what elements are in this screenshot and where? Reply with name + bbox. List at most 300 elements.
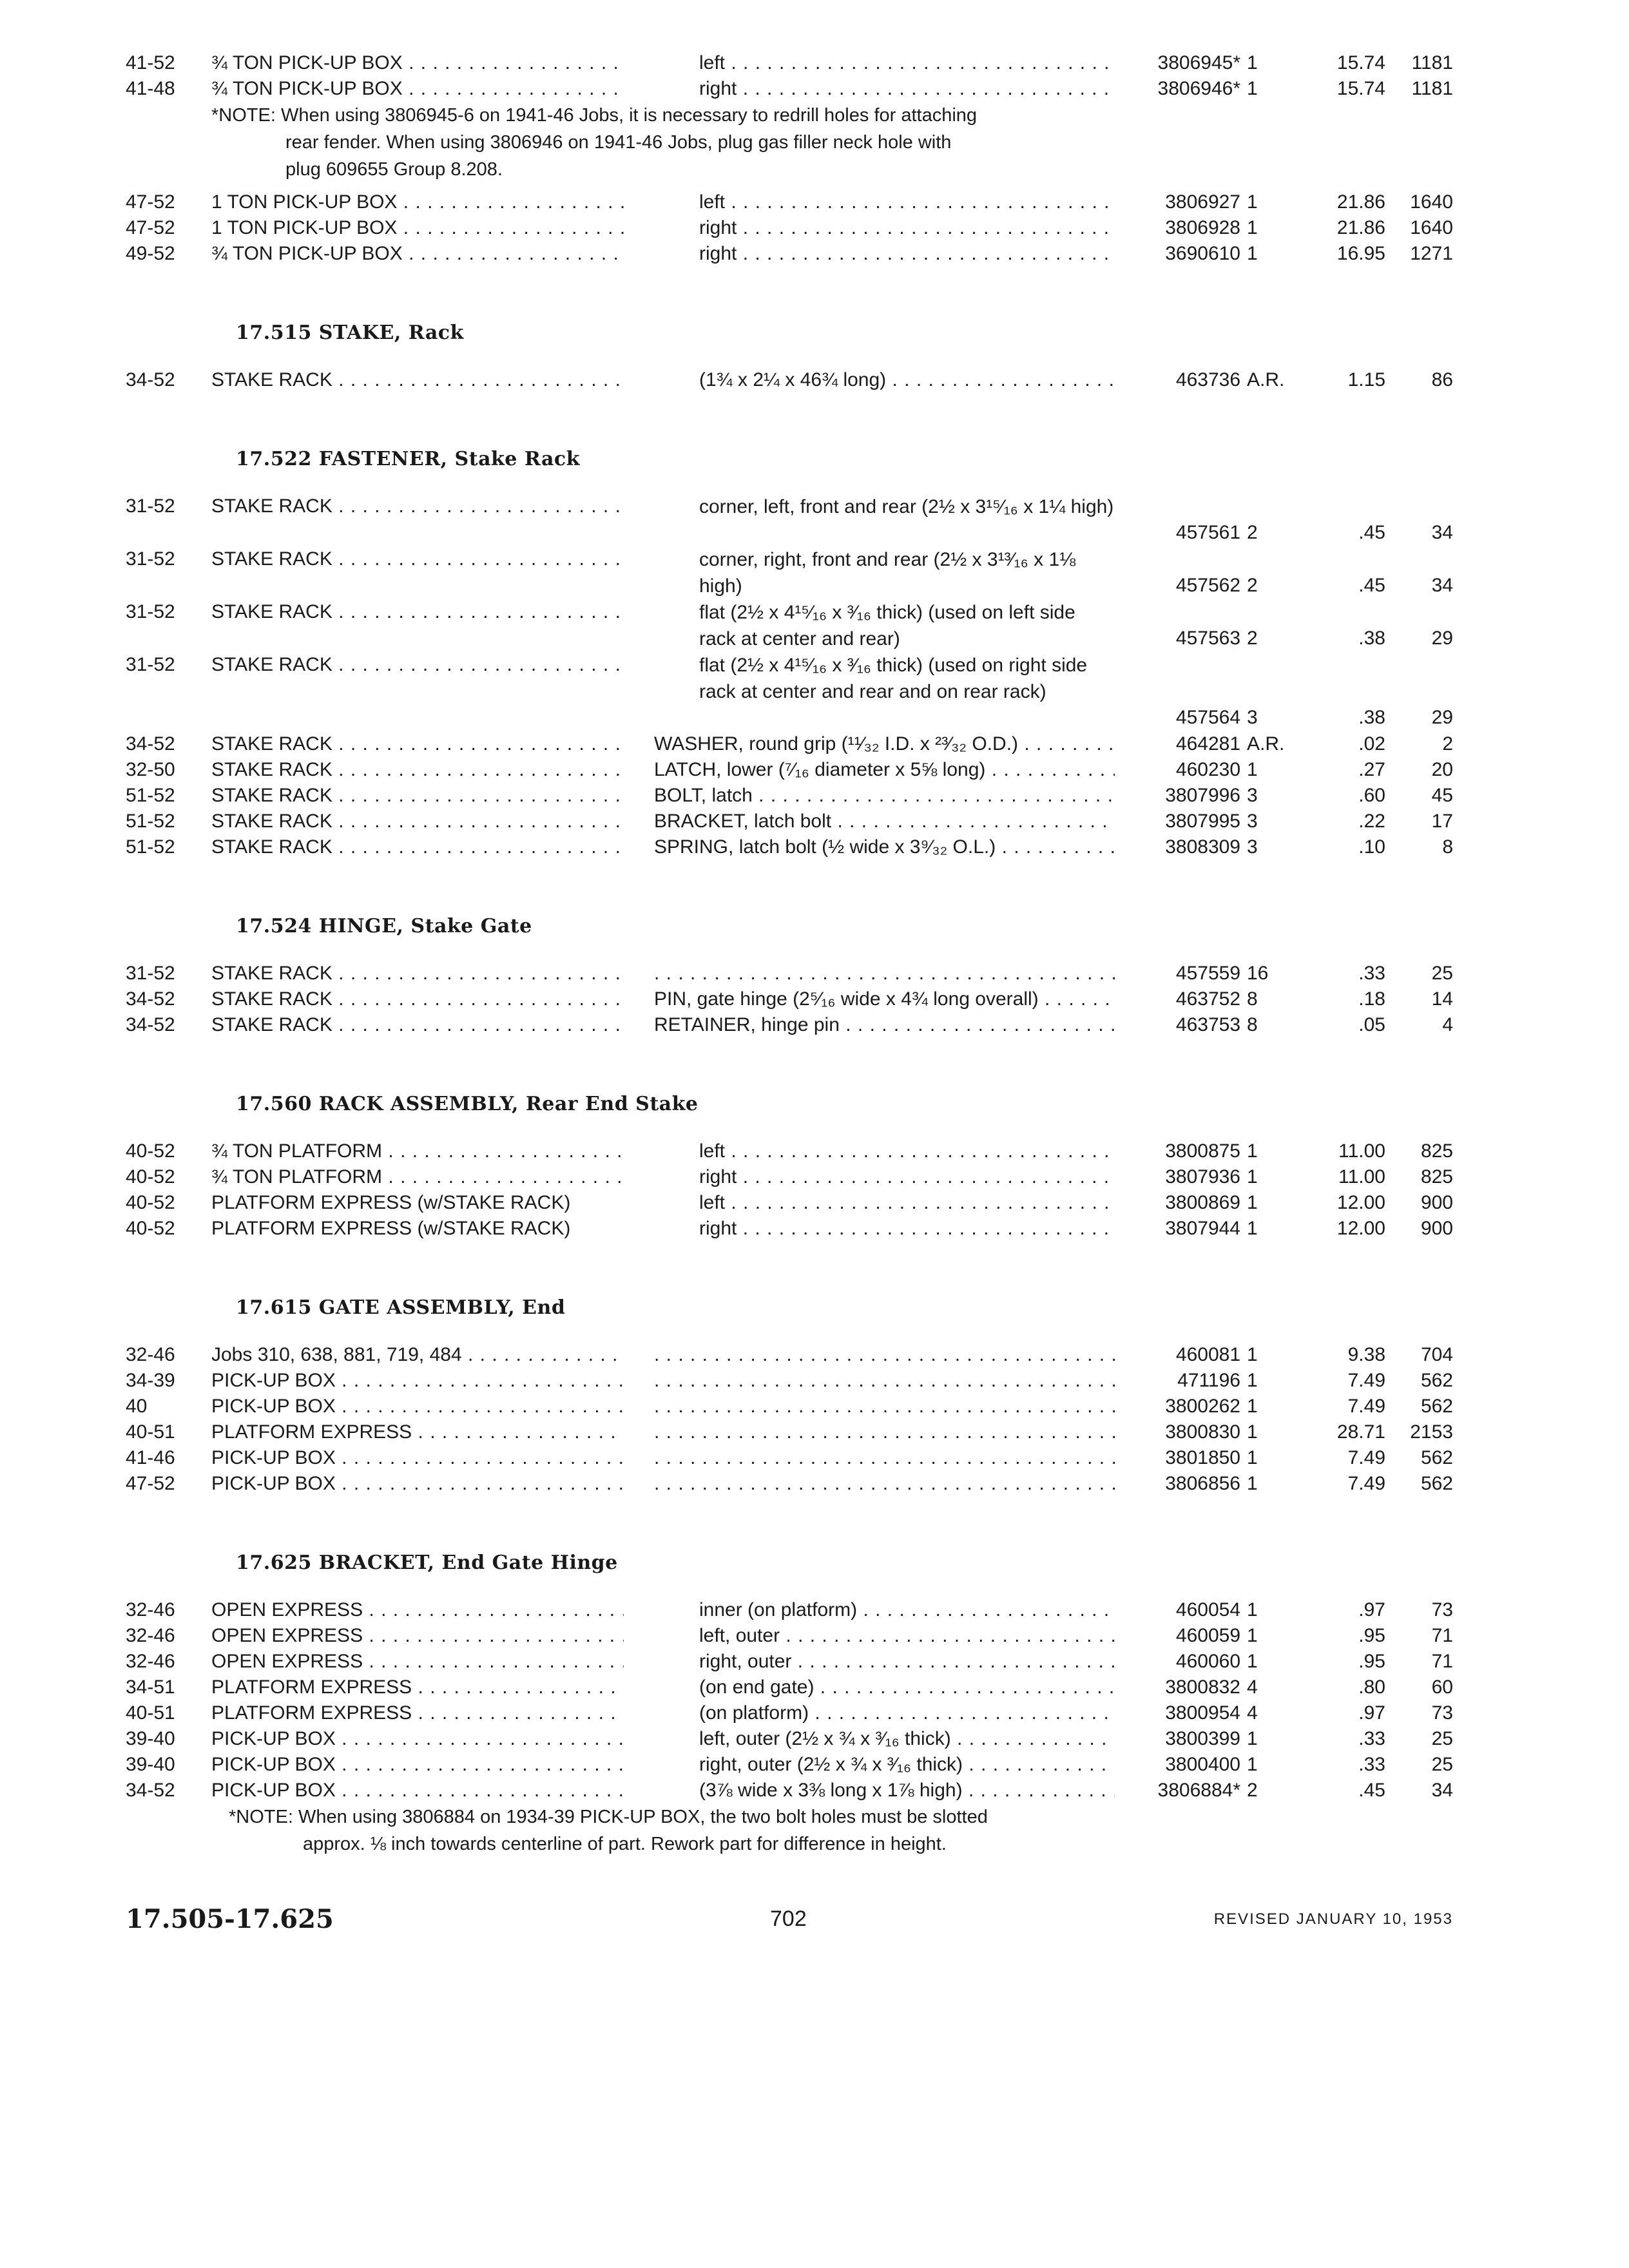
price-cell: .97 [1358,1599,1385,1620]
name-cell: 1 TON PICK-UP BOX . . . [211,215,624,241]
years-cell: 31-52 [126,601,175,622]
name-cell: PICK-UP BOX . . . [211,1368,624,1394]
name-cell: PICK-UP BOX . . . [211,1471,624,1497]
name-cell: PICK-UP BOX . . . [211,1394,624,1419]
name-cell: ¾ TON PICK-UP BOX . . . [211,50,624,76]
table-row [0,1700,1629,1726]
part-number-cell: 471196 [1177,1370,1240,1391]
name-cell: PICK-UP BOX . . . [211,1752,624,1778]
table-row [0,1419,1629,1445]
desc-cell: left . . . [699,1139,1115,1164]
code-cell: 2153 [1410,1421,1453,1443]
footnote [211,102,1126,183]
part-number-cell: 460081 [1175,1344,1240,1365]
footnote-line: plug 609655 Group 8.208. [285,159,503,180]
part-number-cell: 3806945* [1157,52,1240,73]
years-cell: 51-52 [126,811,175,832]
desc-cell [654,961,1115,986]
name-cell: PICK-UP BOX . . . [211,1726,624,1752]
desc-cell [654,1394,1115,1419]
years-cell: 40 [126,1396,148,1417]
part-number-cell: 3807995 [1165,811,1240,832]
name-cell: PICK-UP BOX . . . [211,1778,624,1803]
section-17-615 [0,1292,1629,1497]
qty-cell: A.R. [1247,733,1285,754]
name-cell: STAKE RACK . . . [211,652,624,678]
price-cell: 7.49 [1347,1396,1385,1417]
table-row [0,76,1629,102]
table-row [0,809,1629,834]
name-cell: STAKE RACK . . . [211,494,624,519]
qty-cell: 1 [1247,1473,1258,1494]
qty-cell: 1 [1247,217,1258,238]
code-cell: 71 [1431,1625,1453,1646]
qty-cell: 1 [1247,1396,1258,1417]
price-cell: 7.49 [1347,1447,1385,1468]
qty-cell: 1 [1247,191,1258,213]
years-cell: 34-51 [126,1677,175,1698]
section-range: 17.505-17.625 [126,1904,334,1934]
part-number-cell: 3806927 [1165,191,1240,213]
code-cell: 20 [1431,759,1453,780]
desc-cell: BRACKET, latch bolt . . . [654,809,1115,834]
years-cell: 40-51 [126,1702,175,1724]
desc-cell: (on end gate) . . . [699,1675,1115,1700]
price-cell: .05 [1358,1014,1385,1035]
table-row [0,1164,1629,1190]
years-cell: 39-40 [126,1728,175,1749]
price-cell: .95 [1358,1625,1385,1646]
desc-cell [654,1419,1115,1445]
years-cell: 31-52 [126,654,175,675]
page-number: 702 [770,1907,807,1931]
code-cell: 86 [1431,369,1453,390]
qty-cell: 2 [1247,1780,1258,1801]
code-cell: 900 [1420,1218,1453,1239]
name-cell: ¾ TON PLATFORM . . . [211,1139,624,1164]
desc-cell: left, outer (2½ x ¾ x ³⁄₁₆ thick) . . . [699,1726,1115,1752]
qty-cell: 1 [1247,1344,1258,1365]
qty-cell: 2 [1247,522,1258,543]
desc-cell: left . . . [699,1190,1115,1216]
years-cell: 31-52 [126,548,175,570]
qty-cell: 1 [1247,78,1258,99]
code-cell: 45 [1431,785,1453,806]
price-cell: .45 [1358,522,1385,543]
qty-cell: 1 [1247,1651,1258,1672]
code-cell: 17 [1431,811,1453,832]
price-cell: 7.49 [1347,1473,1385,1494]
price-cell: 12.00 [1336,1192,1385,1213]
years-cell: 51-52 [126,785,175,806]
desc-cell: right . . . [699,76,1115,102]
code-cell: 34 [1431,575,1453,596]
table-row [0,1445,1629,1471]
code-cell: 25 [1431,1754,1453,1775]
table-row [0,1216,1629,1242]
code-cell: 34 [1431,1780,1453,1801]
code-cell: 562 [1420,1396,1453,1417]
part-number-cell: 3806946* [1157,78,1240,99]
table-row [0,241,1629,267]
name-cell: STAKE RACK . . . [211,599,624,625]
desc-cell: left . . . [699,50,1115,76]
name-cell: STAKE RACK . . . [211,783,624,809]
price-cell: .33 [1358,1728,1385,1749]
part-number-cell: 3800399 [1165,1728,1240,1749]
code-cell: 2 [1442,733,1453,754]
price-cell: .45 [1358,1780,1385,1801]
years-cell: 49-52 [126,243,175,264]
desc-cell: BOLT, latch . . . [654,783,1115,809]
name-cell: STAKE RACK . . . [211,731,624,757]
code-cell: 25 [1431,1728,1453,1749]
name-cell: STAKE RACK . . . [211,1012,624,1038]
table-row [0,783,1629,809]
table-row [0,1394,1629,1419]
name-cell: ¾ TON PICK-UP BOX . . . [211,241,624,267]
qty-cell: 1 [1247,1218,1258,1239]
name-cell: STAKE RACK . . . [211,986,624,1012]
code-cell: 60 [1431,1677,1453,1698]
part-number-cell: 3800954 [1165,1702,1240,1724]
name-cell: OPEN EXPRESS . . . [211,1649,624,1675]
name-cell: OPEN EXPRESS . . . [211,1597,624,1623]
years-cell: 40-52 [126,1166,175,1187]
table-row [0,731,1629,757]
name-cell: PLATFORM EXPRESS (w/STAKE RACK) [211,1218,571,1239]
desc-cell: LATCH, lower (⁷⁄₁₆ diameter x 5⅝ long) . . . [654,757,1115,783]
revision-date: REVISED JANUARY 10, 1953 [1213,1910,1453,1928]
part-number-cell: 3806856 [1165,1473,1240,1494]
code-cell: 25 [1431,963,1453,984]
years-cell: 32-46 [126,1599,175,1620]
qty-cell: 3 [1247,707,1258,728]
footnote [229,1803,1144,1858]
years-cell: 34-52 [126,988,175,1010]
desc-cell: right, outer (2½ x ¾ x ³⁄₁₆ thick) . . . [699,1752,1115,1778]
table-row [0,50,1629,76]
footnote-line: rear fender. When using 3806946 on 1941-46 Jobs, plug gas filler neck hole with [285,132,952,153]
desc-cell: PIN, gate hinge (2⁵⁄₁₆ wide x 4¾ long overall) . . . [654,986,1115,1012]
part-number-cell: 3808309 [1165,836,1240,858]
section-heading: 17.515 STAKE, Rack [236,322,464,344]
section-17-515 [0,317,1629,393]
table-row [0,1471,1629,1497]
name-cell: Jobs 310, 638, 881, 719, 484 . . . [211,1342,624,1368]
part-number-cell: 460059 [1175,1625,1240,1646]
code-cell: 1181 [1411,78,1453,99]
years-cell: 32-46 [126,1651,175,1672]
section-17-522 [0,443,1629,860]
price-cell: .97 [1358,1702,1385,1724]
footnote-line: approx. ⅛ inch towards centerline of part. Rework part for difference in height. [303,1834,947,1854]
part-number-cell: 457564 [1175,707,1240,728]
price-cell: 15.74 [1336,52,1385,73]
years-cell: 32-46 [126,1625,175,1646]
price-cell: .95 [1358,1651,1385,1672]
section-heading: 17.524 HINGE, Stake Gate [236,915,532,937]
years-cell: 47-52 [126,191,175,213]
name-cell: PLATFORM EXPRESS . . . [211,1419,624,1445]
section-heading: 17.615 GATE ASSEMBLY, End [236,1296,566,1319]
years-cell: 34-52 [126,733,175,754]
price-cell: .33 [1358,963,1385,984]
price-cell: 15.74 [1336,78,1385,99]
years-cell: 40-52 [126,1192,175,1213]
desc-cell: (1¾ x 2¼ x 46¾ long) . . . [699,367,1115,393]
qty-cell: 3 [1247,836,1258,858]
price-cell: .80 [1358,1677,1385,1698]
table-row [0,1752,1629,1778]
years-cell: 41-48 [126,78,175,99]
qty-cell: 3 [1247,785,1258,806]
years-cell: 39-40 [126,1754,175,1775]
years-cell: 34-52 [126,369,175,390]
qty-cell: 16 [1247,963,1269,984]
section-pickup-box-top [0,50,1629,267]
table-row [0,834,1629,860]
price-cell: 11.00 [1338,1166,1385,1187]
name-cell: PLATFORM EXPRESS . . . [211,1675,624,1700]
desc-cell: right . . . [699,1216,1115,1242]
desc-cell: left, outer . . . [699,1623,1115,1649]
section-heading: 17.560 RACK ASSEMBLY, Rear End Stake [236,1093,699,1115]
desc-cell: RETAINER, hinge pin . . . [654,1012,1115,1038]
price-cell: 7.49 [1347,1370,1385,1391]
table-row [0,1139,1629,1164]
desc-cell: left . . . [699,189,1115,215]
part-number-cell: 3800832 [1165,1677,1240,1698]
code-cell: 704 [1420,1344,1453,1365]
table-row [0,961,1629,986]
qty-cell: 1 [1247,759,1258,780]
part-number-cell: 460060 [1175,1651,1240,1672]
part-number-cell: 460054 [1175,1599,1240,1620]
qty-cell: 3 [1247,811,1258,832]
table-row [0,1012,1629,1038]
price-cell: .18 [1358,988,1385,1010]
table-row [0,546,1629,599]
table-row [0,1342,1629,1368]
table-row [0,215,1629,241]
name-cell: STAKE RACK . . . [211,757,624,783]
price-cell: .10 [1358,836,1385,858]
qty-cell: 8 [1247,988,1258,1010]
part-number-cell: 457559 [1175,963,1240,984]
table-row [0,189,1629,215]
part-number-cell: 464281 [1175,733,1240,754]
years-cell: 41-52 [126,52,175,73]
qty-cell: 4 [1247,1702,1258,1724]
code-cell: 73 [1431,1702,1453,1724]
years-cell: 51-52 [126,836,175,858]
price-cell: 1.15 [1347,369,1385,390]
name-cell: ¾ TON PLATFORM . . . [211,1164,624,1190]
code-cell: 1271 [1410,243,1453,264]
table-row [0,1778,1629,1803]
qty-cell: 1 [1247,1421,1258,1443]
qty-cell: 1 [1247,1754,1258,1775]
table-row [0,1726,1629,1752]
qty-cell: 1 [1247,52,1258,73]
desc-cell: corner, right, front and rear (2½ x 3¹³⁄₁₆ x 1⅛ high) [699,549,1076,597]
table-row [0,652,1629,731]
desc-cell [654,1445,1115,1471]
section-heading: 17.522 FASTENER, Stake Rack [236,448,580,470]
section-heading: 17.625 BRACKET, End Gate Hinge [236,1552,618,1574]
qty-cell: 1 [1247,1192,1258,1213]
desc-cell: SPRING, latch bolt (½ wide x 3⁹⁄₃₂ O.L.) . . . [654,834,1115,860]
desc-cell: right . . . [699,1164,1115,1190]
code-cell: 4 [1442,1014,1453,1035]
part-number-cell: 3800830 [1165,1421,1240,1443]
name-cell: PLATFORM EXPRESS (w/STAKE RACK) [211,1192,571,1213]
years-cell: 47-52 [126,217,175,238]
table-row [0,494,1629,546]
years-cell: 41-46 [126,1447,175,1468]
price-cell: .38 [1358,628,1385,649]
years-cell: 31-52 [126,963,175,984]
part-number-cell: 463752 [1175,988,1240,1010]
qty-cell: 1 [1247,1728,1258,1749]
part-number-cell: 3806884* [1157,1780,1240,1801]
part-number-cell: 463753 [1175,1014,1240,1035]
part-number-cell: 3801850 [1165,1447,1240,1468]
table-row [0,1649,1629,1675]
part-number-cell: 3800875 [1165,1140,1240,1162]
code-cell: 34 [1431,522,1453,543]
price-cell: 11.00 [1338,1140,1385,1162]
name-cell: STAKE RACK . . . [211,367,624,393]
code-cell: 825 [1420,1140,1453,1162]
qty-cell: 1 [1247,1140,1258,1162]
years-cell: 34-39 [126,1370,175,1391]
code-cell: 1181 [1411,52,1453,73]
section-17-524 [0,910,1629,1038]
part-number-cell: 457561 [1175,522,1240,543]
code-cell: 29 [1431,628,1453,649]
part-number-cell: 3690610 [1165,243,1240,264]
name-cell: ¾ TON PICK-UP BOX . . . [211,76,624,102]
name-cell: STAKE RACK . . . [211,546,624,572]
price-cell: 9.38 [1347,1344,1385,1365]
name-cell: OPEN EXPRESS . . . [211,1623,624,1649]
qty-cell: 1 [1247,1447,1258,1468]
part-number-cell: 3806928 [1165,217,1240,238]
section-17-625 [0,1547,1629,1858]
footnote-line: *NOTE: When using 3806945-6 on 1941-46 Jobs, it is necessary to redrill holes for attaching [211,105,978,126]
desc-cell [654,1342,1115,1368]
desc-cell: WASHER, round grip (¹¹⁄₃₂ I.D. x ²³⁄₃₂ O.D.) . . . [654,731,1115,757]
part-number-cell: 3800869 [1165,1192,1240,1213]
desc-cell: corner, left, front and rear (2½ x 3¹⁵⁄₁₆ x 1¼ high) [699,496,1114,517]
desc-cell [654,1471,1115,1497]
code-cell: 825 [1420,1166,1453,1187]
part-number-cell: 3807996 [1165,785,1240,806]
qty-cell: 1 [1247,243,1258,264]
qty-cell: 2 [1247,575,1258,596]
qty-cell: 1 [1247,1370,1258,1391]
qty-cell: 1 [1247,1166,1258,1187]
code-cell: 562 [1420,1473,1453,1494]
price-cell: .22 [1358,811,1385,832]
desc-cell: right . . . [699,215,1115,241]
qty-cell: 4 [1247,1677,1258,1698]
table-row [0,599,1629,652]
table-row [0,1190,1629,1216]
part-number-cell: 457562 [1175,575,1240,596]
years-cell: 32-46 [126,1344,175,1365]
part-number-cell: 463736 [1175,369,1240,390]
part-number-cell: 3800262 [1165,1396,1240,1417]
code-cell: 71 [1431,1651,1453,1672]
table-row [0,1675,1629,1700]
table-row [0,1597,1629,1623]
qty-cell: 1 [1247,1625,1258,1646]
table-row [0,367,1629,393]
table-row [0,1368,1629,1394]
desc-cell: flat (2½ x 4¹⁵⁄₁₆ x ³⁄₁₆ thick) (used on left side rack at center and rear) [699,602,1075,649]
name-cell: STAKE RACK . . . [211,961,624,986]
name-cell: STAKE RACK . . . [211,834,624,860]
part-number-cell: 460230 [1175,759,1240,780]
code-cell: 900 [1420,1192,1453,1213]
price-cell: .27 [1358,759,1385,780]
years-cell: 34-52 [126,1780,175,1801]
years-cell: 31-52 [126,495,175,517]
desc-cell: flat (2½ x 4¹⁵⁄₁₆ x ³⁄₁₆ thick) (used on right side rack at center and rear and on rear rack) [699,655,1088,702]
code-cell: 562 [1420,1447,1453,1468]
price-cell: .38 [1358,707,1385,728]
price-cell: 16.95 [1336,243,1385,264]
code-cell: 1640 [1410,191,1453,213]
part-number-cell: 3800400 [1165,1754,1240,1775]
table-row [0,986,1629,1012]
desc-cell: right . . . [699,241,1115,267]
table-row [0,1623,1629,1649]
years-cell: 40-52 [126,1140,175,1162]
years-cell: 40-52 [126,1218,175,1239]
page-footer [126,1904,1453,1943]
part-number-cell: 457563 [1175,628,1240,649]
desc-cell: right, outer . . . [699,1649,1115,1675]
name-cell: PLATFORM EXPRESS . . . [211,1700,624,1726]
name-cell: STAKE RACK . . . [211,809,624,834]
desc-cell: inner (on platform) . . . [699,1597,1115,1623]
price-cell: 28.71 [1336,1421,1385,1443]
years-cell: 47-52 [126,1473,175,1494]
code-cell: 562 [1420,1370,1453,1391]
desc-cell [654,1368,1115,1394]
table-row [0,757,1629,783]
price-cell: .33 [1358,1754,1385,1775]
footnote-line: *NOTE: When using 3806884 on 1934-39 PICK-UP BOX, the two bolt holes must be slotted [229,1807,988,1827]
years-cell: 34-52 [126,1014,175,1035]
code-cell: 8 [1442,836,1453,858]
desc-cell: (on platform) . . . [699,1700,1115,1726]
qty-cell: 2 [1247,628,1258,649]
price-cell: 21.86 [1336,217,1385,238]
qty-cell: 8 [1247,1014,1258,1035]
years-cell: 40-51 [126,1421,175,1443]
name-cell: PICK-UP BOX . . . [211,1445,624,1471]
price-cell: .45 [1358,575,1385,596]
qty-cell: 1 [1247,1599,1258,1620]
price-cell: .02 [1358,733,1385,754]
code-cell: 29 [1431,707,1453,728]
name-cell: 1 TON PICK-UP BOX . . . [211,189,624,215]
